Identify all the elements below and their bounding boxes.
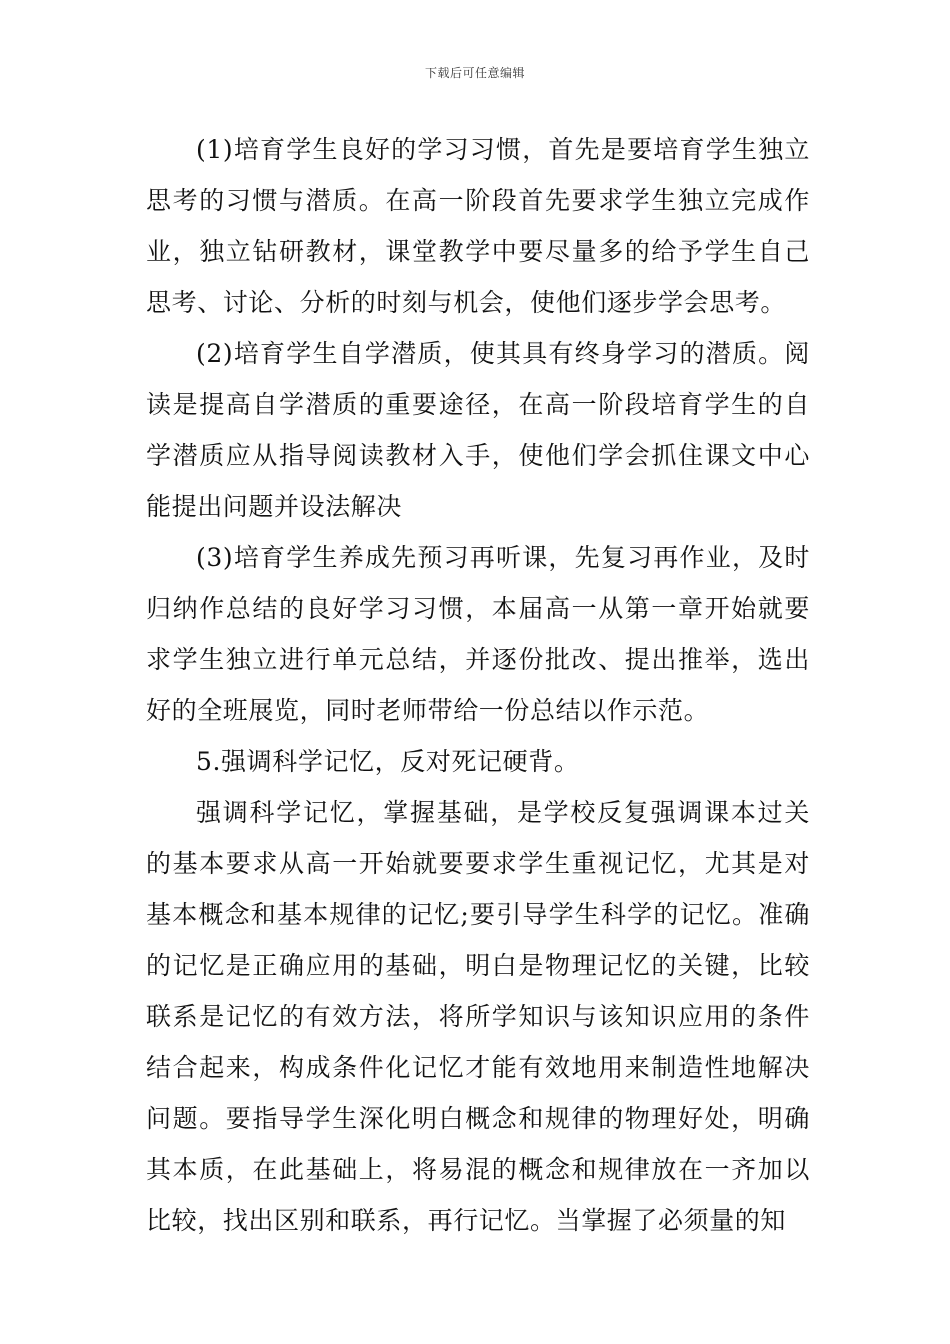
paragraph-habit-independent-thinking: (1)培育学生良好的学习习惯，首先是要培育学生独立思考的习惯与潜质。在高一阶段首先要求学生独立完成作业，独立钻研教材，课堂教学中要尽量多的给予学生自己思考、讨论、分析的时刻与机会，使他们逐步学会思考。 bbox=[146, 135, 810, 317]
page-header: 下载后可任意编辑 bbox=[424, 66, 525, 80]
paragraph-self-study-ability: (2)培育学生自学潜质，使其具有终身学习的潜质。阅读是提高自学潜质的重要途径，在高一阶段培育学生的自学潜质应从指导阅读教材入手，使他们学会抓住课文中心能提出问题并设法解决 bbox=[146, 339, 810, 521]
paragraph-scientific-memory: 强调科学记忆，掌握基础，是学校反复强调课本过关的基本要求从高一开始就要要求学生重视记忆，尤其是对基本概念和基本规律的记忆;要引导学生科学的记忆。准确的记忆是正确应用的基础，明白是物理记忆的关键，比较联系是记忆的有效方法，将所学知识与该知识应用的条件结合起来，构成条件化记忆才能有效地用来制造性地解决问题。要指导学生深化明白概念和规律的物理好处，明确其本质，在此基础上，将易混的概念和规律放在一齐加以比较，找出区别和联系，再行记忆。当掌握了必须量的知 bbox=[146, 798, 810, 1235]
paragraph-preview-review-habit: (3)培育学生养成先预习再听课，先复习再作业，及时归纳作总结的良好学习习惯，本届高一从第一章开始就要求学生独立进行单元总结，并逐份批改、提出推举，选出好的全班展览，同时老师带给一份总结以作示范。 bbox=[146, 543, 810, 725]
document-body bbox=[146, 124, 810, 1246]
section-heading-scientific-memory: 5.强调科学记忆，反对死记硬背。 bbox=[196, 747, 580, 776]
